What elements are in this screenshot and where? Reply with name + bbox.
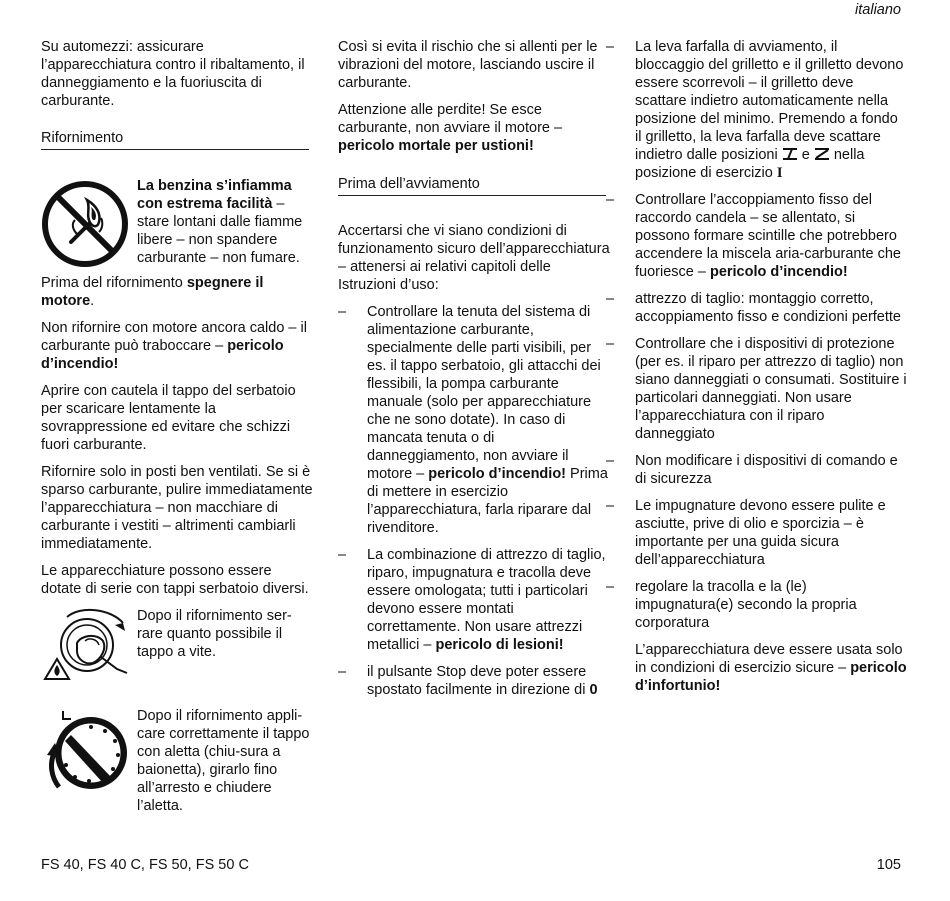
- no-open-flame-icon: [41, 180, 129, 268]
- column-2: [338, 38, 610, 708]
- paragraph-caps: Le apparecchiature possono essere dotate di serie con tappi serbatoio diversi.: [41, 563, 309, 597]
- checklist-2: [606, 38, 907, 632]
- list-item: – Controllare l’accoppiamento fisso del raccordo candela – se allentato, si possono formare scintille che potrebbero accendere la miscela aria-carburante che fuoriesce – pericolo d’incendio!: [606, 192, 901, 280]
- screw-cap-figure: [41, 607, 313, 707]
- section-heading-rifornimento: Rifornimento: [41, 129, 309, 150]
- screw-cap-hand-icon: [41, 607, 131, 683]
- paragraph-vibrations: Così si evita il rischio che si allenti per le vibrazioni del motore, lasciando uscire il carburante.: [338, 39, 598, 91]
- list-item: – Le impugnature devono essere pulite e asciutte, prive di olio e sporcizia – è importante per una guida sicura dell’apparecchiatura: [606, 498, 886, 568]
- bayonet-cap-text: Dopo il rifornimento appli-care correttamente il tappo con aletta (chiu-sura a baionetta), girarlo fino all’arresto e chiudere l’aletta.: [137, 708, 310, 814]
- header-language: italiano: [855, 2, 901, 18]
- paragraph-intro: Accertarsi che vi siano condizioni di funzionamento sicuro dell’apparecchiatura – attenersi ai relativi capitoli delle Istruzioni d’uso:: [338, 223, 610, 293]
- list-item: – il pulsante Stop deve poter essere spostato facilmente in direzione di 0: [338, 664, 598, 698]
- paragraph-stop-engine: Prima del rifornimento spegnere il motore.: [41, 275, 264, 309]
- list-item: – regolare la tracolla e la (le) impugnatura(e) secondo la propria corporatura: [606, 579, 857, 631]
- paragraph-safe-conditions: L’apparecchiatura deve essere usata solo in condizioni di esercizio sicure – pericolo d’infortunio!: [635, 642, 907, 694]
- list-item: – attrezzo di taglio: montaggio corretto, accoppiamento fisso e condizioni perfette: [606, 291, 901, 325]
- no-fire-warning: [41, 176, 313, 272]
- footer-models: FS 40, FS 40 C, FS 50, FS 50 C: [41, 857, 249, 873]
- bayonet-cap-figure: [41, 707, 313, 817]
- paragraph-leaks: Attenzione alle perdite! Se esce carburante, non avviare il motore – pericolo mortale per ustioni!: [338, 102, 563, 154]
- column-3: [606, 38, 907, 704]
- paragraph-hot-engine: Non rifornire con motore ancora caldo – il carburante può traboccare – pericolo d’incendio!: [41, 320, 307, 372]
- column-1: [41, 38, 313, 817]
- choke-cold-start-icon: [782, 147, 798, 161]
- warning-text: – stare lontani dalle fiamme libere – non spandere carburante – non fumare.: [137, 196, 303, 266]
- run-position-symbol: I: [776, 165, 783, 181]
- bayonet-cap-icon: [41, 707, 131, 797]
- choke-warm-start-icon: [814, 147, 830, 161]
- paragraph-open-cap: Aprire con cautela il tappo del serbatoio per scaricare lentamente la sovrappressione ed evitare che schizzi fuori carburante.: [41, 383, 296, 453]
- list-item: – La leva farfalla di avviamento, il bloccaggio del grilletto e il grilletto devono essere scorrevoli – il grilletto deve scattare indietro automaticamente nella posizione del minimo. Premendo a fondo il grilletto, la leva farfalla deve scattare indietro dalle posizioni e nella posizione di esercizio I: [606, 39, 904, 181]
- checklist-1: [338, 303, 610, 699]
- page-number: 105: [876, 857, 901, 873]
- section-heading-avviamento: Prima dell’avviamento: [338, 175, 606, 196]
- list-item: – Non modificare i dispositivi di comando e di sicurezza: [606, 453, 898, 487]
- paragraph-vehicle: Su automezzi: assicurare l’apparecchiatura contro il ribaltamento, il danneggiamento e la fuoriuscita di carburante.: [41, 39, 305, 109]
- list-item: – Controllare la tenuta del sistema di alimentazione carburante, specialmente delle parti visibili, per es. il tappo serbatoio, gli attacchi dei flessibili, la pompa carburante manuale (solo per apparecchiature che ne sono dotate). In caso di mancata tenuta o di danneggiamento, non avviare il motore – pericolo d’incendio! Prima di mettere in esercizio l’apparecchiatura, farla riparare dal rivenditore.: [338, 304, 608, 536]
- list-item: – Controllare che i dispositivi di protezione (per es. il riparo per attrezzo di taglio) non siano danneggiati o consumati. Sostituire i particolari danneggiati. Non usare l’apparecchiatura con il riparo danneggiato: [606, 336, 907, 442]
- list-item: – La combinazione di attrezzo di taglio, riparo, impugnatura e tracolla deve essere omologata; tutti i particolari devono essere montati correttamente. Non usare attrezzi metallici – pericolo di lesioni!: [338, 547, 606, 653]
- screw-cap-text: Dopo il rifornimento ser-rare quanto possibile il tappo a vite.: [137, 608, 292, 660]
- paragraph-ventilation: Rifornire solo in posti ben ventilati. Se si è sparso carburante, pulire immediatamente l’apparecchiatura – non macchiare di carburante i vestiti – altrimenti cambiarli immediatamente.: [41, 464, 313, 552]
- warning-bold-text: La benzina s’infiamma con estrema facilità: [137, 178, 292, 212]
